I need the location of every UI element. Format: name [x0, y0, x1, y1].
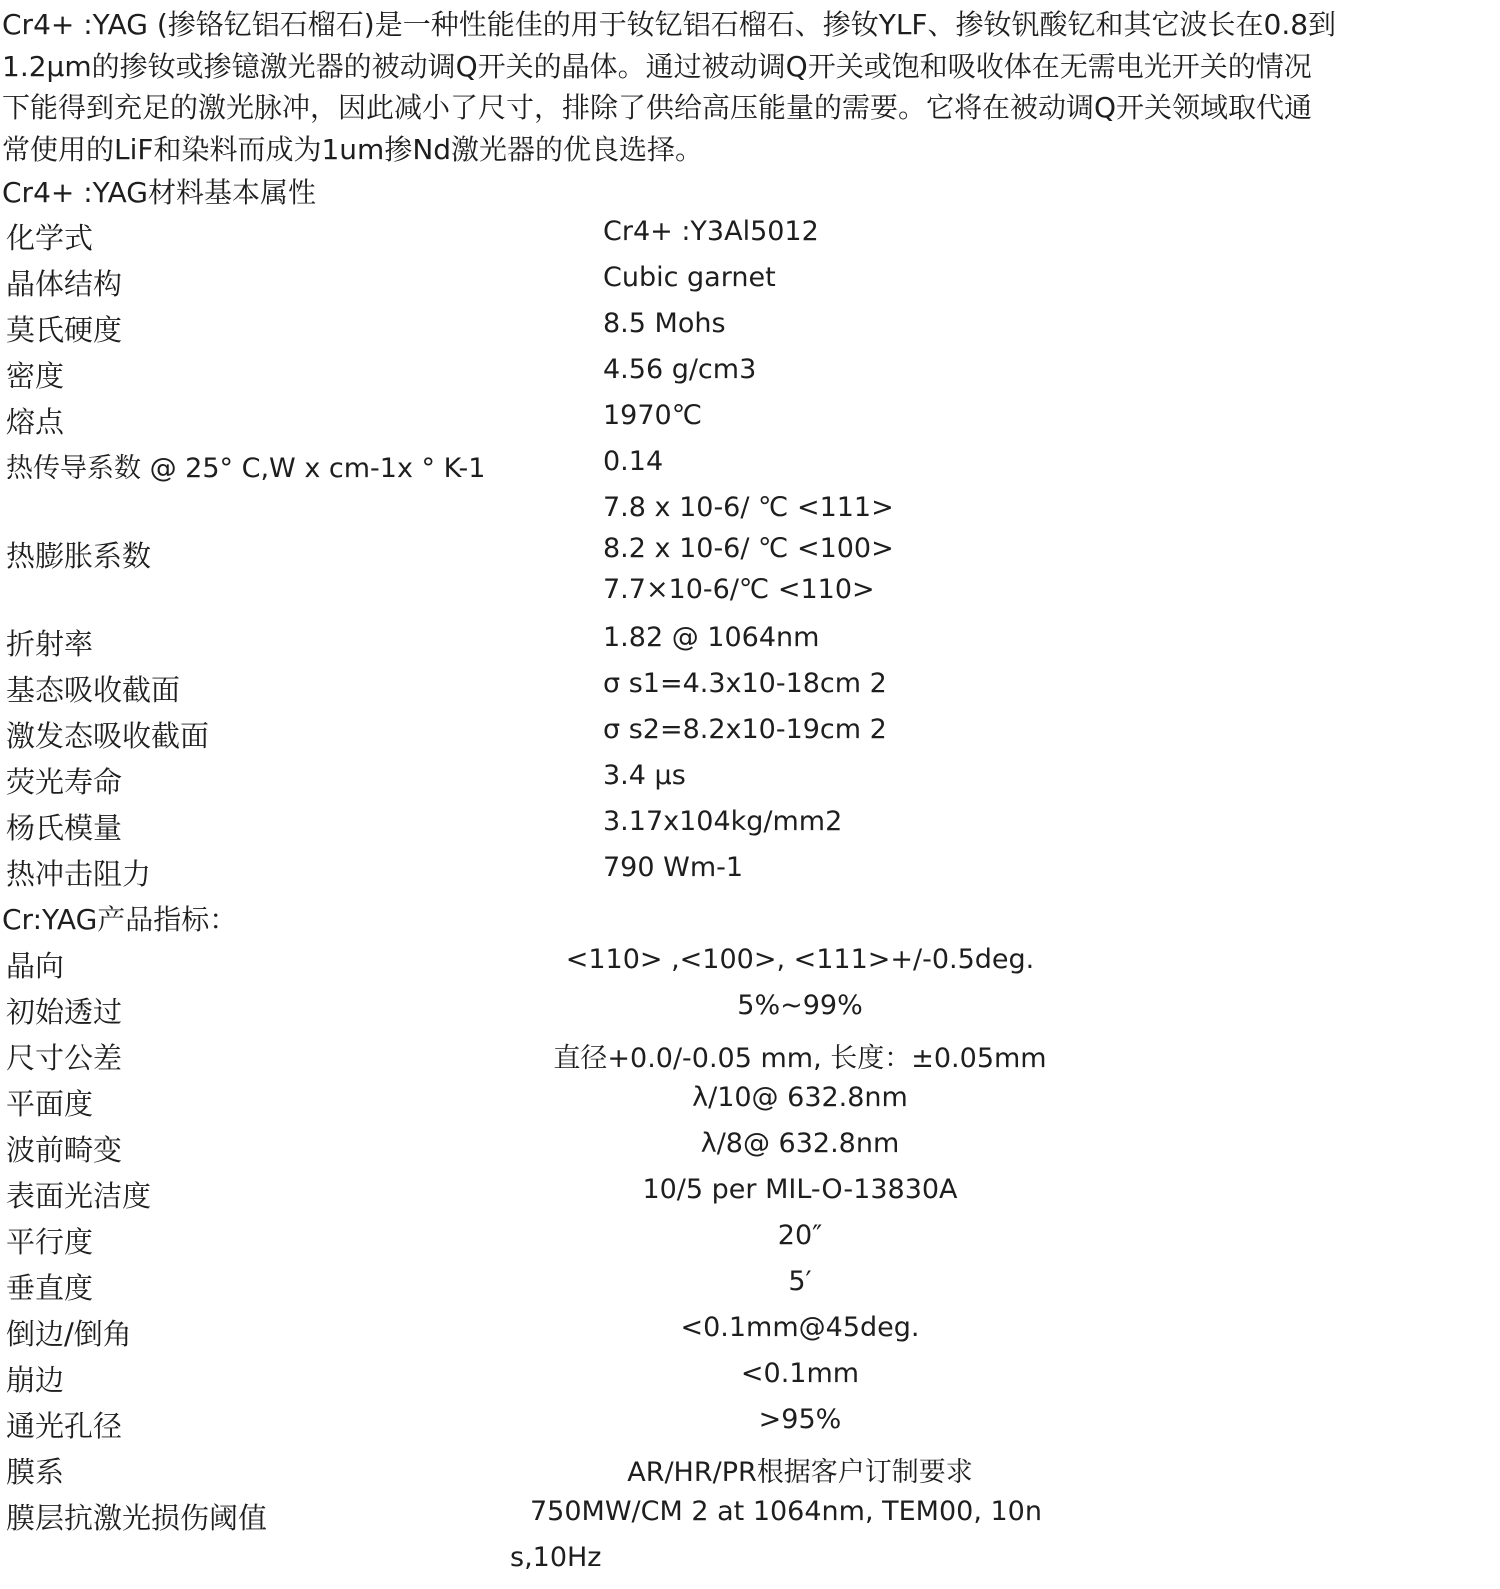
property-value: 1.82 @ 1064nm — [603, 622, 820, 653]
property-row — [0, 354, 1500, 400]
property-label: 激发态吸收截面 — [6, 719, 210, 753]
spec-label: 垂直度 — [6, 1271, 94, 1305]
spec-label: 膜系 — [6, 1455, 65, 1489]
property-value: 1970℃ — [603, 400, 703, 431]
spec-value: 5%~99% — [737, 990, 863, 1021]
property-value: 7.8 x 10-6/ ℃ <111> — [603, 492, 894, 523]
property-value: σ s2=8.2x10-19cm 2 — [603, 714, 887, 745]
property-label: 基态吸收截面 — [6, 673, 181, 707]
spec-label: 膜层抗激光损伤阈值 — [6, 1501, 268, 1535]
intro-paragraph — [2, 4, 1492, 170]
spec-label: 波前畸变 — [6, 1133, 123, 1167]
property-value: 7.7×10-6/℃ <110> — [603, 574, 875, 605]
spec-row — [0, 1174, 1500, 1220]
property-label: 热冲击阻力 — [6, 857, 152, 891]
property-label: 晶体结构 — [6, 267, 123, 301]
spec-value: <110> ,<100>, <111>+/-0.5deg. — [565, 944, 1035, 975]
property-label: 密度 — [6, 359, 65, 393]
intro-line: Cr4+ :YAG (掺铬钇铝石榴石)是一种性能佳的用于钕钇铝石榴石、掺钕YLF、掺钕钒酸钇和其它波长在0.8到 — [2, 8, 1337, 41]
property-label: 热传导系数 @ 25° C,W x cm-1x ° K-1 — [6, 453, 486, 484]
spec-row — [0, 990, 1500, 1036]
property-label: 热膨胀系数 — [6, 539, 152, 573]
properties-heading: Cr4+ :YAG材料基本属性 — [2, 176, 316, 209]
property-label: 荧光寿命 — [6, 765, 123, 799]
spec-label: 晶向 — [6, 949, 65, 983]
property-label: 莫氏硬度 — [6, 313, 123, 347]
property-row — [0, 216, 1500, 262]
spec-label: 表面光洁度 — [6, 1179, 152, 1213]
spec-value: >95% — [758, 1404, 842, 1435]
spec-label: 通光孔径 — [6, 1409, 123, 1443]
property-value: σ s1=4.3x10-18cm 2 — [603, 668, 887, 699]
spec-row — [0, 1496, 1500, 1586]
spec-label: 倒边/倒角 — [6, 1317, 132, 1351]
property-row — [0, 446, 1500, 492]
property-row — [0, 668, 1500, 714]
property-label: 杨氏模量 — [6, 811, 123, 845]
spec-row — [0, 1404, 1500, 1450]
spec-row — [0, 1082, 1500, 1128]
property-value: Cr4+ :Y3Al5012 — [603, 216, 819, 247]
spec-value: λ/10@ 632.8nm — [692, 1082, 908, 1113]
property-row — [0, 760, 1500, 806]
property-label: 折射率 — [6, 627, 94, 661]
spec-value: AR/HR/PR根据客户订制要求 — [627, 1457, 973, 1488]
spec-value: 20″ — [777, 1220, 823, 1251]
spec-row — [0, 1036, 1500, 1082]
property-value: 790 Wm-1 — [603, 852, 744, 883]
spec-value: 5′ — [788, 1266, 812, 1297]
spec-value: λ/8@ 632.8nm — [700, 1128, 900, 1159]
spec-label: 初始透过 — [6, 995, 123, 1029]
property-value: Cubic garnet — [603, 262, 776, 293]
spec-row — [0, 1450, 1500, 1496]
spec-value: <0.1mm — [740, 1358, 860, 1389]
spec-row — [0, 1266, 1500, 1312]
spec-row — [0, 1312, 1500, 1358]
spec-label: 平面度 — [6, 1087, 94, 1121]
property-label: 化学式 — [6, 221, 94, 255]
spec-value: 10/5 per MIL-O-13830A — [642, 1174, 958, 1205]
property-row — [0, 400, 1500, 446]
property-row — [0, 262, 1500, 308]
property-value: 0.14 — [603, 446, 664, 477]
property-value-group — [603, 492, 894, 615]
intro-line: 常使用的LiF和染料而成为1um掺Nd激光器的优良选择。 — [2, 132, 704, 166]
spec-value-wrap: s,10Hz — [510, 1542, 602, 1573]
property-value: 8.5 Mohs — [603, 308, 726, 339]
spec-row — [0, 944, 1500, 990]
spec-row — [0, 1220, 1500, 1266]
intro-line: 1.2μm的掺钕或掺镱激光器的被动调Q开关的晶体。通过被动调Q开关或饱和吸收体在无需电光开关的情况 — [2, 49, 1312, 83]
property-row — [0, 622, 1500, 668]
specs-heading: Cr:YAG产品指标： — [2, 903, 238, 936]
property-label: 熔点 — [6, 405, 65, 439]
property-value: 3.4 μs — [603, 760, 686, 791]
spec-row — [0, 1358, 1500, 1404]
property-row — [0, 308, 1500, 354]
property-value: 4.56 g/cm3 — [603, 354, 757, 385]
spec-label: 尺寸公差 — [6, 1041, 123, 1075]
spec-value: <0.1mm@45deg. — [680, 1312, 920, 1343]
property-row — [0, 492, 1500, 622]
spec-label: 平行度 — [6, 1225, 94, 1259]
spec-value: 直径+0.0/-0.05 mm, 长度：±0.05mm — [553, 1043, 1047, 1074]
intro-line: 下能得到充足的激光脉冲，因此减小了尺寸，排除了供给高压能量的需要。它将在被动调Q开关领域取代通 — [2, 91, 1313, 124]
property-row — [0, 806, 1500, 852]
spec-row — [0, 1128, 1500, 1174]
spec-label: 崩边 — [6, 1363, 65, 1397]
property-row — [0, 852, 1500, 898]
property-value: 3.17x104kg/mm2 — [603, 806, 843, 837]
spec-value: 750MW/CM 2 at 1064nm, TEM00, 10n — [530, 1496, 1042, 1527]
property-value: 8.2 x 10-6/ ℃ <100> — [603, 533, 894, 564]
property-row — [0, 714, 1500, 760]
